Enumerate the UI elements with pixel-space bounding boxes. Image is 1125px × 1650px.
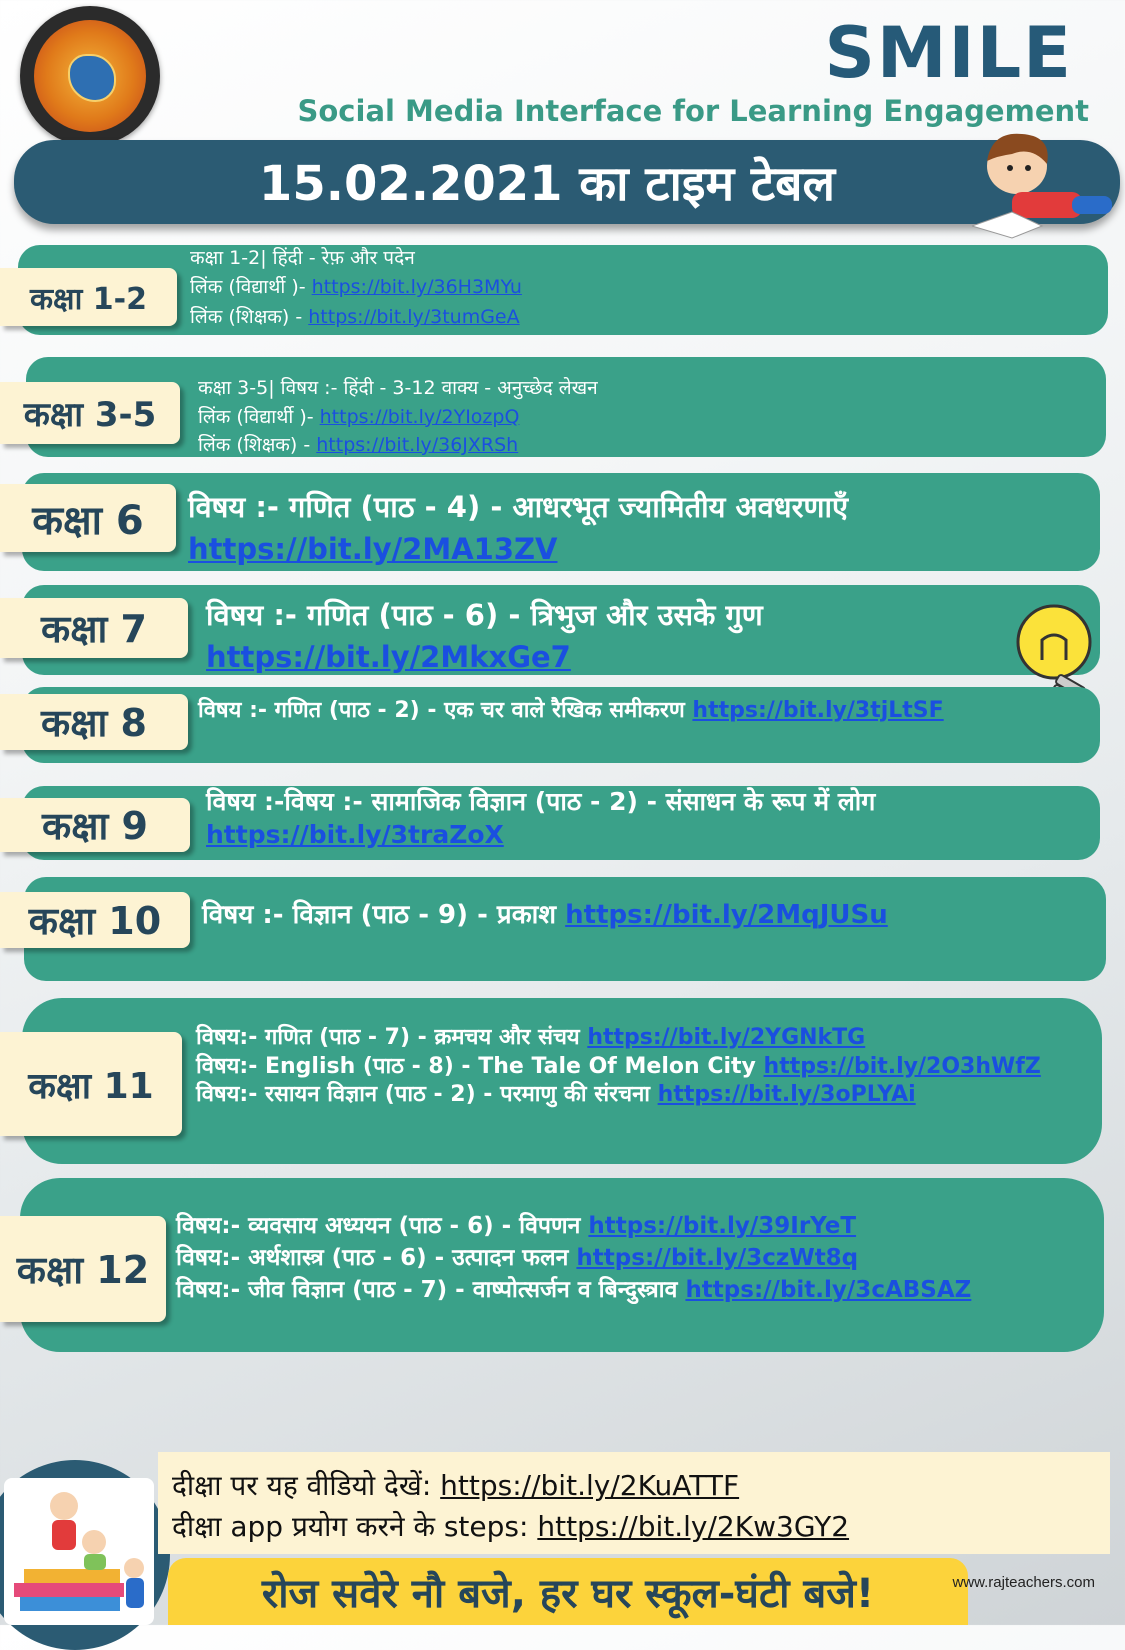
subject-link[interactable]: https://bit.ly/39IrYeT [588, 1213, 857, 1239]
row-content-7 [206, 594, 763, 678]
row-content-12 [176, 1210, 971, 1307]
content-line: विषय:- गणित (पाठ - 7) - क्रमचय और संचय https://bit.ly/2YGNkTG [196, 1025, 866, 1050]
row-class-1-2 [18, 245, 1108, 335]
subject-link[interactable]: https://bit.ly/3cABSAZ [685, 1277, 972, 1304]
children-books-illustration [4, 1478, 154, 1625]
row-content-10 [202, 898, 888, 933]
page-title: SMILE [824, 12, 1073, 94]
content-line: विषय :- गणित (पाठ - 6) - त्रिभुज और उसके गुण [206, 598, 763, 632]
content-line: विषय:- अर्थशास्त्र (पाठ - 6) - उत्पादन फलन https://bit.ly/3czWt8q [176, 1245, 859, 1272]
subject-link[interactable]: https://bit.ly/2MkxGe7 [206, 640, 571, 675]
content-line: विषय:- व्यवसाय अध्ययन (पाठ - 6) - विपणन https://bit.ly/39IrYeT [176, 1213, 857, 1239]
page-subtitle: Social Media Interface for Learning Engagement [297, 94, 1089, 128]
content-line: विषय:- जीव विज्ञान (पाठ - 7) - वाष्पोत्सर्जन व बिन्दुस्त्राव https://bit.ly/3cABSAZ [176, 1277, 972, 1304]
reading-boy-illustration [972, 126, 1122, 246]
class-label-11: कक्षा 11 [0, 1032, 182, 1136]
teacher-link[interactable]: https://bit.ly/36JXRSh [316, 434, 519, 456]
content-line: लिंक (शिक्षक) - https://bit.ly/36JXRSh [198, 434, 519, 456]
content-line: लिंक (विद्यार्थी )- https://bit.ly/36H3MYu [190, 276, 522, 299]
row-content-3-5 [198, 374, 598, 460]
diksha-steps-link[interactable]: https://bit.ly/2Kw3GY2 [537, 1509, 850, 1543]
website-text[interactable]: www.rajteachers.com [952, 1574, 1095, 1591]
content-line: लिंक (विद्यार्थी )- https://bit.ly/2YIozpQ [198, 405, 520, 428]
content-line: कक्षा 1-2| हिंदी - रेफ़ और पदेन [190, 247, 415, 269]
subject-link[interactable]: https://bit.ly/3tjLtSF [692, 698, 944, 723]
class-label-9: कक्षा 9 [0, 798, 190, 852]
row-content-11 [196, 1024, 1041, 1110]
slogan-banner [168, 1558, 968, 1625]
date-banner [14, 140, 1120, 224]
slogan-text: रोज सवेरे नौ बजे, हर घर स्कूल-घंटी बजे! [261, 1571, 875, 1617]
content-line: विषय:- English (पाठ - 8) - The Tale Of Melon City https://bit.ly/2O3hWfZ [196, 1053, 1041, 1079]
subject-link[interactable]: https://bit.ly/3czWt8q [576, 1245, 859, 1272]
subject-link[interactable]: https://bit.ly/2MqJUSu [565, 900, 888, 930]
subject-link[interactable]: https://bit.ly/2YGNkTG [587, 1025, 866, 1050]
content-line: कक्षा 3-5| विषय :- हिंदी - 3-12 वाक्य - अनुच्छेद लेखन [198, 377, 598, 399]
footer-info-box [158, 1452, 1110, 1554]
class-label-12: कक्षा 12 [0, 1216, 166, 1322]
content-line: लिंक (शिक्षक) - https://bit.ly/3tumGeA [190, 305, 520, 328]
subject-link[interactable]: https://bit.ly/2O3hWfZ [763, 1053, 1041, 1079]
student-link[interactable]: https://bit.ly/2YIozpQ [319, 405, 520, 428]
student-link[interactable]: https://bit.ly/36H3MYu [311, 276, 522, 299]
subject-link[interactable]: https://bit.ly/3traZoX [206, 819, 504, 849]
diksha-steps-line: दीक्षा app प्रयोग करने के steps: https://bit.ly/2Kw3GY2 [172, 1509, 850, 1543]
row-content-1-2 [190, 244, 522, 332]
class-label-7: कक्षा 7 [0, 598, 188, 658]
subject-link[interactable]: https://bit.ly/3oPLYAi [657, 1082, 916, 1108]
content-line: विषय :- विज्ञान (पाठ - 9) - प्रकाश https://bit.ly/2MqJUSu [202, 900, 888, 930]
row-content-6 [188, 486, 848, 570]
class-label-1-2: कक्षा 1-2 [0, 268, 177, 326]
class-label-6: कक्षा 6 [0, 484, 176, 552]
class-label-8: कक्षा 8 [0, 694, 188, 750]
content-line: विषय :- गणित (पाठ - 4) - आधरभूत ज्यामितीय अवधरणाएँ [188, 490, 849, 524]
content-line: विषय :- गणित (पाठ - 2) - एक चर वाले रैखिक समीकरण https://bit.ly/3tjLtSF [198, 698, 944, 723]
subject-link[interactable]: https://bit.ly/2MA13ZV [188, 532, 558, 567]
row-content-8 [198, 696, 944, 726]
class-label-3-5: कक्षा 3-5 [0, 382, 180, 444]
content-line: विषय:- रसायन विज्ञान (पाठ - 2) - परमाणु की संरचना https://bit.ly/3oPLYAi [196, 1082, 916, 1108]
date-banner-text: 15.02.2021 का टाइम टेबल [258, 155, 836, 212]
teacher-link[interactable]: https://bit.ly/3tumGeA [308, 305, 520, 328]
emblem-logo [20, 6, 160, 146]
class-label-10: कक्षा 10 [0, 892, 190, 948]
diksha-video-link[interactable]: https://bit.ly/2KuATTF [440, 1469, 740, 1502]
row-content-9 [206, 786, 875, 851]
content-line: विषय :-विषय :- सामाजिक विज्ञान (पाठ - 2) - संसाधन के रूप में लोग [206, 787, 876, 816]
diksha-video-line: दीक्षा पर यह वीडियो देखें: https://bit.ly/2KuATTF [172, 1469, 740, 1502]
